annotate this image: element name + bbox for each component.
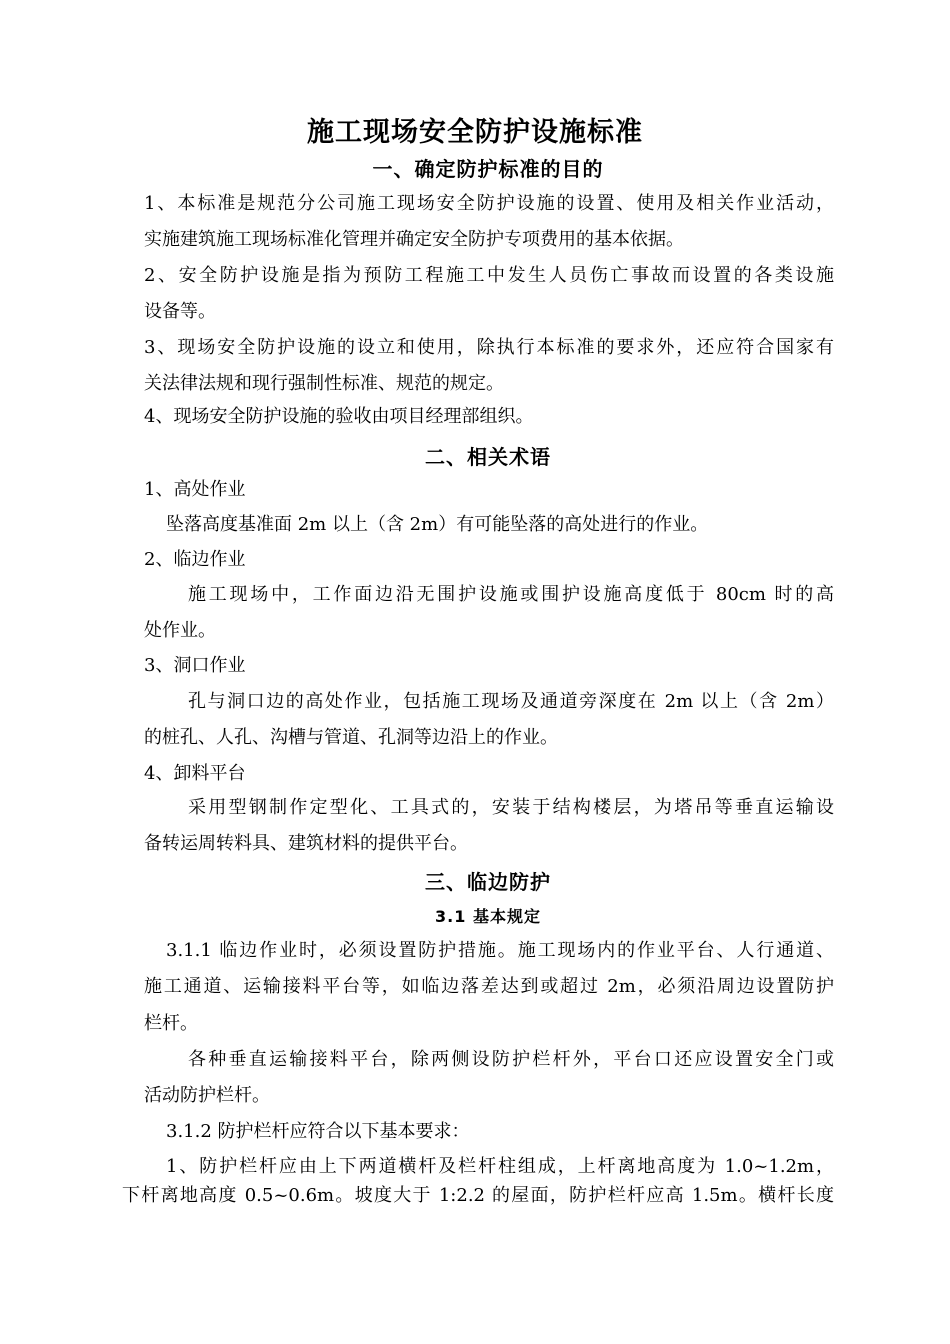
s3-p1-line3: 栏杆。 xyxy=(144,1013,198,1034)
section-1-heading: 一、确定防护标准的目的 xyxy=(372,157,604,181)
section-2-heading: 二、相关术语 xyxy=(425,445,551,469)
s1-item3-line2: 关法律法规和现行强制性标准、规范的规定。 xyxy=(144,373,504,394)
section-3-heading: 三、临边防护 xyxy=(425,870,551,894)
s1-item2-line1: 2、安全防护设施是指为预防工程施工中发生人员伤亡事故而设置的各类设施 xyxy=(144,265,834,286)
term3-line2: 的桩孔、人孔、沟槽与管道、孔洞等边沿上的作业。 xyxy=(144,727,558,748)
s3-p3-line1: 3.1.2 防护栏杆应符合以下基本要求： xyxy=(166,1121,470,1142)
term2-line2: 处作业。 xyxy=(144,620,216,641)
s1-item1-line1: 1、本标准是规范分公司施工现场安全防护设施的设置、使用及相关作业活动， xyxy=(144,193,834,214)
section-3-1-heading: 3.1 基本规定 xyxy=(435,907,541,926)
s3-p2-line1: 各种垂直运输接料平台，除两侧设防护栏杆外，平台口还应设置安全门或 xyxy=(188,1049,834,1070)
term3-label: 3、洞口作业 xyxy=(144,655,246,676)
s3-p4-line1: 1、防护栏杆应由上下两道横杆及栏杆柱组成，上杆离地高度为 1.0~1.2m， xyxy=(166,1156,834,1177)
s3-p2-line2: 活动防护栏杆。 xyxy=(144,1085,270,1106)
s1-item4-line1: 4、现场安全防护设施的验收由项目经理部组织。 xyxy=(144,406,534,427)
term2-line1: 施工现场中，工作面边沿无围护设施或围护设施高度低于 80cm 时的高 xyxy=(188,584,834,605)
term2-label: 2、临边作业 xyxy=(144,549,246,570)
term3-line1: 孔与洞口边的高处作业，包括施工现场及通道旁深度在 2m 以上（含 2m） xyxy=(188,691,834,712)
term4-line1: 采用型钢制作定型化、工具式的，安装于结构楼层，为塔吊等垂直运输设 xyxy=(188,797,834,818)
term1-line1: 坠落高度基准面 2m 以上（含 2m）有可能坠落的高处进行的作业。 xyxy=(166,514,709,535)
s3-p1-line1: 3.1.1 临边作业时，必须设置防护措施。施工现场内的作业平台、人行通道、 xyxy=(166,940,834,961)
s3-p4-line2: 下杆离地高度 0.5~0.6m。坡度大于 1:2.2 的屋面，防护栏杆应高 1.5m。横杆长度 xyxy=(122,1185,834,1206)
term1-label: 1、高处作业 xyxy=(144,479,246,500)
document-title: 施工现场安全防护设施标准 xyxy=(307,117,643,148)
s1-item3-line1: 3、现场安全防护设施的设立和使用，除执行本标准的要求外，还应符合国家有 xyxy=(144,337,834,358)
s3-p1-line2: 施工通道、运输接料平台等，如临边落差达到或超过 2m，必须沿周边设置防护 xyxy=(144,976,834,997)
s1-item2-line2: 设备等。 xyxy=(144,301,216,322)
s1-item1-line2: 实施建筑施工现场标准化管理并确定安全防护专项费用的基本依据。 xyxy=(144,229,684,250)
term4-line2: 备转运周转料具、建筑材料的提供平台。 xyxy=(144,833,468,854)
term4-label: 4、卸料平台 xyxy=(144,763,246,784)
